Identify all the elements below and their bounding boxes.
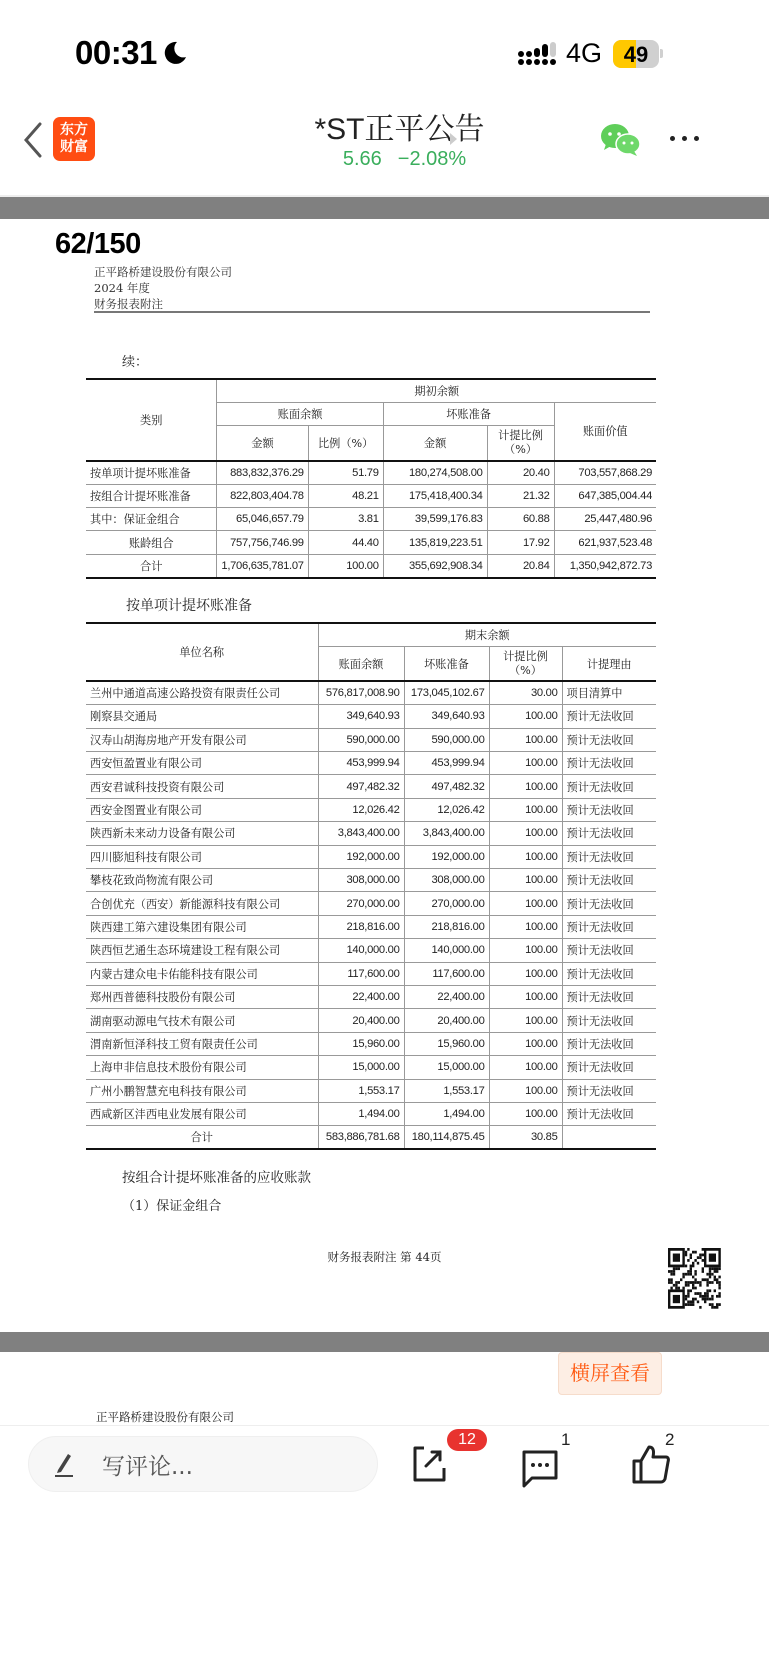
cell-bad-debt: 308,000.00 [404,869,489,892]
cell-unit-name: 合创优充（西安）新能源科技有限公司 [86,892,318,915]
header-provision-ratio [487,426,554,461]
table-row [86,845,656,868]
cell-bad-debt: 15,960.00 [404,1032,489,1055]
table-row [86,1079,656,1102]
cell-book-balance: 590,000.00 [318,728,404,751]
header-opening-balance: 期初余额 [217,379,656,402]
cell-total-bad-debt: 180,114,875.45 [404,1126,489,1149]
cell-ratio: 100.00 [489,1009,562,1032]
header-bad-debt: 坏账准备 [383,402,554,425]
cell-bad-debt: 453,999.94 [404,752,489,775]
cell-unit-name: 刚察县交通局 [86,705,318,728]
cell-bad-debt: 22,400.00 [404,985,489,1008]
comment-count: 1 [561,1430,571,1449]
cell-reason: 预计无法收回 [562,915,656,938]
header-book-value: 账面价值 [554,402,656,460]
cell-book-balance: 22,400.00 [318,985,404,1008]
cell-book-balance: 497,482.32 [318,775,404,798]
cell-unit-name: 西安金图置业有限公司 [86,798,318,821]
header-provision-ratio [489,646,562,681]
cell-ratio: 100.00 [489,728,562,751]
doc-header-year: 2024 年度 [94,281,150,295]
cell-bad-debt: 192,000.00 [404,845,489,868]
cell-reason: 预计无法收回 [562,869,656,892]
cell-book-value: 1,350,942,872.73 [554,554,656,577]
cell-book-value: 703,557,868.29 [554,461,656,484]
stock-price: 5.66 [342,148,382,170]
table-row [86,939,656,962]
cell-reason: 预计无法收回 [562,892,656,915]
cell-reason: 预计无法收回 [562,962,656,985]
cell-unit-name: 郑州西普德科技股份有限公司 [86,985,318,1008]
cell-bad-debt: 140,000.00 [404,939,489,962]
cell-provision-ratio: 20.40 [487,461,554,484]
cell-reason: 预计无法收回 [562,845,656,868]
cell-book-value: 647,385,004.44 [554,484,656,507]
page-separator [0,197,769,219]
cell-ratio: 30.00 [489,681,562,704]
doc-header-section: 财务报表附注 [94,297,163,311]
status-time: 00:31 [75,34,157,71]
signal-icon [518,42,556,66]
table-row [86,775,656,798]
cell-book-balance: 576,817,008.90 [318,681,404,704]
paragraph-deposit-portfolio: （1）保证金组合 [122,1199,222,1214]
cell-unit-name: 陕西建工第六建设集团有限公司 [86,915,318,938]
nav-title[interactable] [0,104,769,148]
cell-reason: 预计无法收回 [562,1032,656,1055]
cell-ratio: 100.00 [489,1102,562,1125]
cell-total-label: 合计 [86,1126,318,1149]
cell-book-balance: 117,600.00 [318,962,404,985]
cell-unit-name: 内蒙古建众电卡佑能科技有限公司 [86,962,318,985]
cell-total-reason [562,1126,656,1149]
opening-balance-table [86,378,656,579]
cell-category: 其中：保证金组合 [86,508,217,531]
table-row [86,1009,656,1032]
cell-provision-ratio: 60.88 [487,508,554,531]
cell-amount: 65,046,657.79 [217,508,308,531]
cell-ratio: 100.00 [489,915,562,938]
cell-provision-ratio: 20.84 [487,554,554,577]
table-row [86,1056,656,1079]
doc-header-rule [94,311,650,313]
cell-ratio: 48.21 [308,484,383,507]
cell-bad-debt: 349,640.93 [404,705,489,728]
cell-bad-debt: 270,000.00 [404,892,489,915]
header-book-balance: 账面余额 [217,402,383,425]
cell-ratio: 100.00 [489,1079,562,1102]
header-reason: 计提理由 [562,646,656,681]
cell-ratio: 100.00 [489,752,562,775]
cell-unit-name: 西安君诚科技投资有限公司 [86,775,318,798]
cell-bad-debt: 590,000.00 [404,728,489,751]
logo-line-2: 财富 [60,138,88,154]
cell-book-balance: 1,553.17 [318,1079,404,1102]
cell-ratio: 3.81 [308,508,383,531]
cell-reason: 预计无法收回 [562,985,656,1008]
cell-book-value: 621,937,523.48 [554,531,656,554]
table-row [86,1032,656,1055]
battery-percent: 49 [623,42,649,67]
cell-unit-name: 攀枝花致尚物流有限公司 [86,869,318,892]
header-provision-ratio-line2: （%） [508,663,542,677]
cell-unit-name: 西咸新区沣西电业发展有限公司 [86,1102,318,1125]
cell-reason: 预计无法收回 [562,1079,656,1102]
cell-reason: 预计无法收回 [562,728,656,751]
cell-book-balance: 349,640.93 [318,705,404,728]
table-row [86,798,656,821]
qr-code-icon [665,1244,723,1314]
cell-book-balance: 270,000.00 [318,892,404,915]
cell-bad-debt: 175,418,400.34 [383,484,487,507]
cell-ratio: 100.00 [489,775,562,798]
more-options-icon[interactable] [668,126,702,150]
cell-unit-name: 渭南新恒泽科技工贸有限责任公司 [86,1032,318,1055]
page-footer: 财务报表附注 第 44页 [327,1250,442,1264]
cell-book-balance: 140,000.00 [318,939,404,962]
cell-amount: 883,832,376.29 [217,461,308,484]
cell-unit-name: 陕西新未来动力设备有限公司 [86,822,318,845]
table-row [86,461,656,484]
cell-reason: 预计无法收回 [562,1009,656,1032]
header-bad-debt: 坏账准备 [404,646,489,681]
cell-unit-name: 上海申非信息技术股份有限公司 [86,1056,318,1079]
header-amount-2: 金额 [383,426,487,461]
caret-right-icon [450,133,457,145]
cell-bad-debt: 1,553.17 [404,1079,489,1102]
cell-unit-name: 湖南驱动源电气技术有限公司 [86,1009,318,1032]
table-total-row [86,1126,656,1149]
table-row [86,892,656,915]
cell-ratio: 100.00 [489,962,562,985]
table-row [86,705,656,728]
header-provision-ratio-line1: 计提比例 [498,429,543,443]
cell-ratio: 51.79 [308,461,383,484]
battery-tip [660,49,663,58]
cell-book-balance: 308,000.00 [318,869,404,892]
cell-bad-debt: 180,274,508.00 [383,461,487,484]
cell-bad-debt: 218,816.00 [404,915,489,938]
network-type: 4G [566,38,603,68]
table-row [86,962,656,985]
header-amount: 金额 [217,426,308,461]
cell-unit-name: 广州小鹏智慧充电科技有限公司 [86,1079,318,1102]
cell-amount: 1,706,635,781.07 [217,554,308,577]
cell-reason: 预计无法收回 [562,752,656,775]
cell-category: 按组合计提坏账准备 [86,484,217,507]
cell-bad-debt: 39,599,176.83 [383,508,487,531]
header-provision-ratio-line1: 计提比例 [503,649,548,663]
cell-unit-name: 四川膨旭科技有限公司 [86,845,318,868]
cell-bad-debt: 497,482.32 [404,775,489,798]
cell-book-balance: 12,026.42 [318,798,404,821]
cell-reason: 预计无法收回 [562,1056,656,1079]
table-row [86,752,656,775]
cell-book-balance: 15,000.00 [318,1056,404,1079]
like-count: 2 [665,1430,675,1449]
doc-header-company: 正平路桥建设股份有限公司 [94,265,232,279]
comment-input[interactable] [28,1436,378,1492]
moon-icon [162,40,188,66]
stock-title[interactable]: *ST正平公告 [314,113,485,146]
cell-reason: 预计无法收回 [562,822,656,845]
cell-reason: 预计无法收回 [562,939,656,962]
cell-bad-debt: 117,600.00 [404,962,489,985]
cell-unit-name: 陕西恒艺通生态环境建设工程有限公司 [86,939,318,962]
individual-provision-table [86,622,656,1150]
cell-ratio: 100.00 [489,892,562,915]
battery-icon [613,40,659,68]
cell-bad-debt: 12,026.42 [404,798,489,821]
table-row [86,554,656,577]
cell-provision-ratio: 17.92 [487,531,554,554]
table-row [86,985,656,1008]
cell-total-ratio: 30.85 [489,1126,562,1149]
logo-line-1: 东方 [60,121,88,137]
cell-ratio: 100.00 [489,822,562,845]
cell-bad-debt: 3,843,400.00 [404,822,489,845]
table-row [86,915,656,938]
stock-quote [0,148,769,171]
cell-book-balance: 192,000.00 [318,845,404,868]
table-row [86,531,656,554]
cell-amount: 757,756,746.99 [217,531,308,554]
stock-change: −2.08% [397,148,467,170]
share-badge: 12 [447,1429,487,1451]
header-closing-balance: 期末余额 [318,623,656,646]
cell-ratio: 100.00 [489,985,562,1008]
cell-ratio: 44.40 [308,531,383,554]
cell-book-balance: 218,816.00 [318,915,404,938]
page-separator-2 [0,1332,769,1352]
cell-book-balance: 20,400.00 [318,1009,404,1032]
section-title: 按单项计提坏账准备 [126,598,252,614]
table-row [86,869,656,892]
pen-icon [52,1450,78,1478]
page-indicator: 62/150 [55,228,141,260]
cell-total-book-balance: 583,886,781.68 [318,1126,404,1149]
header-category: 类别 [86,379,217,461]
cell-bad-debt: 20,400.00 [404,1009,489,1032]
cell-category: 合计 [86,554,217,577]
cell-book-balance: 1,494.00 [318,1102,404,1125]
cell-ratio: 100.00 [489,845,562,868]
wechat-share-icon[interactable] [600,122,642,158]
cell-reason: 预计无法收回 [562,775,656,798]
cell-ratio: 100.00 [489,1032,562,1055]
cell-ratio: 100.00 [489,1056,562,1079]
cell-book-balance: 15,960.00 [318,1032,404,1055]
cell-ratio: 100.00 [489,705,562,728]
table-row [86,484,656,507]
header-provision-ratio-line2: （%） [504,443,538,457]
cell-unit-name: 西安恒盈置业有限公司 [86,752,318,775]
header-unit-name: 单位名称 [86,623,318,681]
cell-amount: 822,803,404.78 [217,484,308,507]
cell-provision-ratio: 21.32 [487,484,554,507]
cell-unit-name: 汉寿山胡海房地产开发有限公司 [86,728,318,751]
header-ratio: 比例（%） [308,426,383,461]
cell-reason: 项目清算中 [562,681,656,704]
share-icon[interactable] [410,1442,450,1484]
cell-reason: 预计无法收回 [562,705,656,728]
cell-ratio: 100.00 [489,798,562,821]
cell-unit-name: 兰州中通道高速公路投资有限责任公司 [86,681,318,704]
table-row [86,681,656,704]
cell-bad-debt: 15,000.00 [404,1056,489,1079]
cell-reason: 预计无法收回 [562,1102,656,1125]
landscape-view-button[interactable]: 横屏查看 [558,1352,662,1395]
cell-reason: 预计无法收回 [562,798,656,821]
comment-icon[interactable] [520,1446,560,1488]
cell-book-balance: 453,999.94 [318,752,404,775]
next-page-company: 正平路桥建设股份有限公司 [96,1410,234,1424]
cell-category: 按单项计提坏账准备 [86,461,217,484]
header-book-balance: 账面余额 [318,646,404,681]
cell-bad-debt: 355,692,908.34 [383,554,487,577]
cell-book-balance: 3,843,400.00 [318,822,404,845]
table-row [86,728,656,751]
comment-placeholder[interactable]: 写评论... [102,1454,193,1480]
cell-bad-debt: 135,819,223.51 [383,531,487,554]
cell-bad-debt: 1,494.00 [404,1102,489,1125]
paragraph-portfolio: 按组合计提坏账准备的应收账款 [122,1170,311,1186]
table-row [86,822,656,845]
continued-label: 续： [122,355,149,370]
cell-bad-debt: 173,045,102.67 [404,681,489,704]
cell-ratio: 100.00 [308,554,383,577]
cell-category: 账龄组合 [86,531,217,554]
cell-book-value: 25,447,480.96 [554,508,656,531]
cell-ratio: 100.00 [489,869,562,892]
cell-ratio: 100.00 [489,939,562,962]
table-row [86,508,656,531]
table-row [86,1102,656,1125]
